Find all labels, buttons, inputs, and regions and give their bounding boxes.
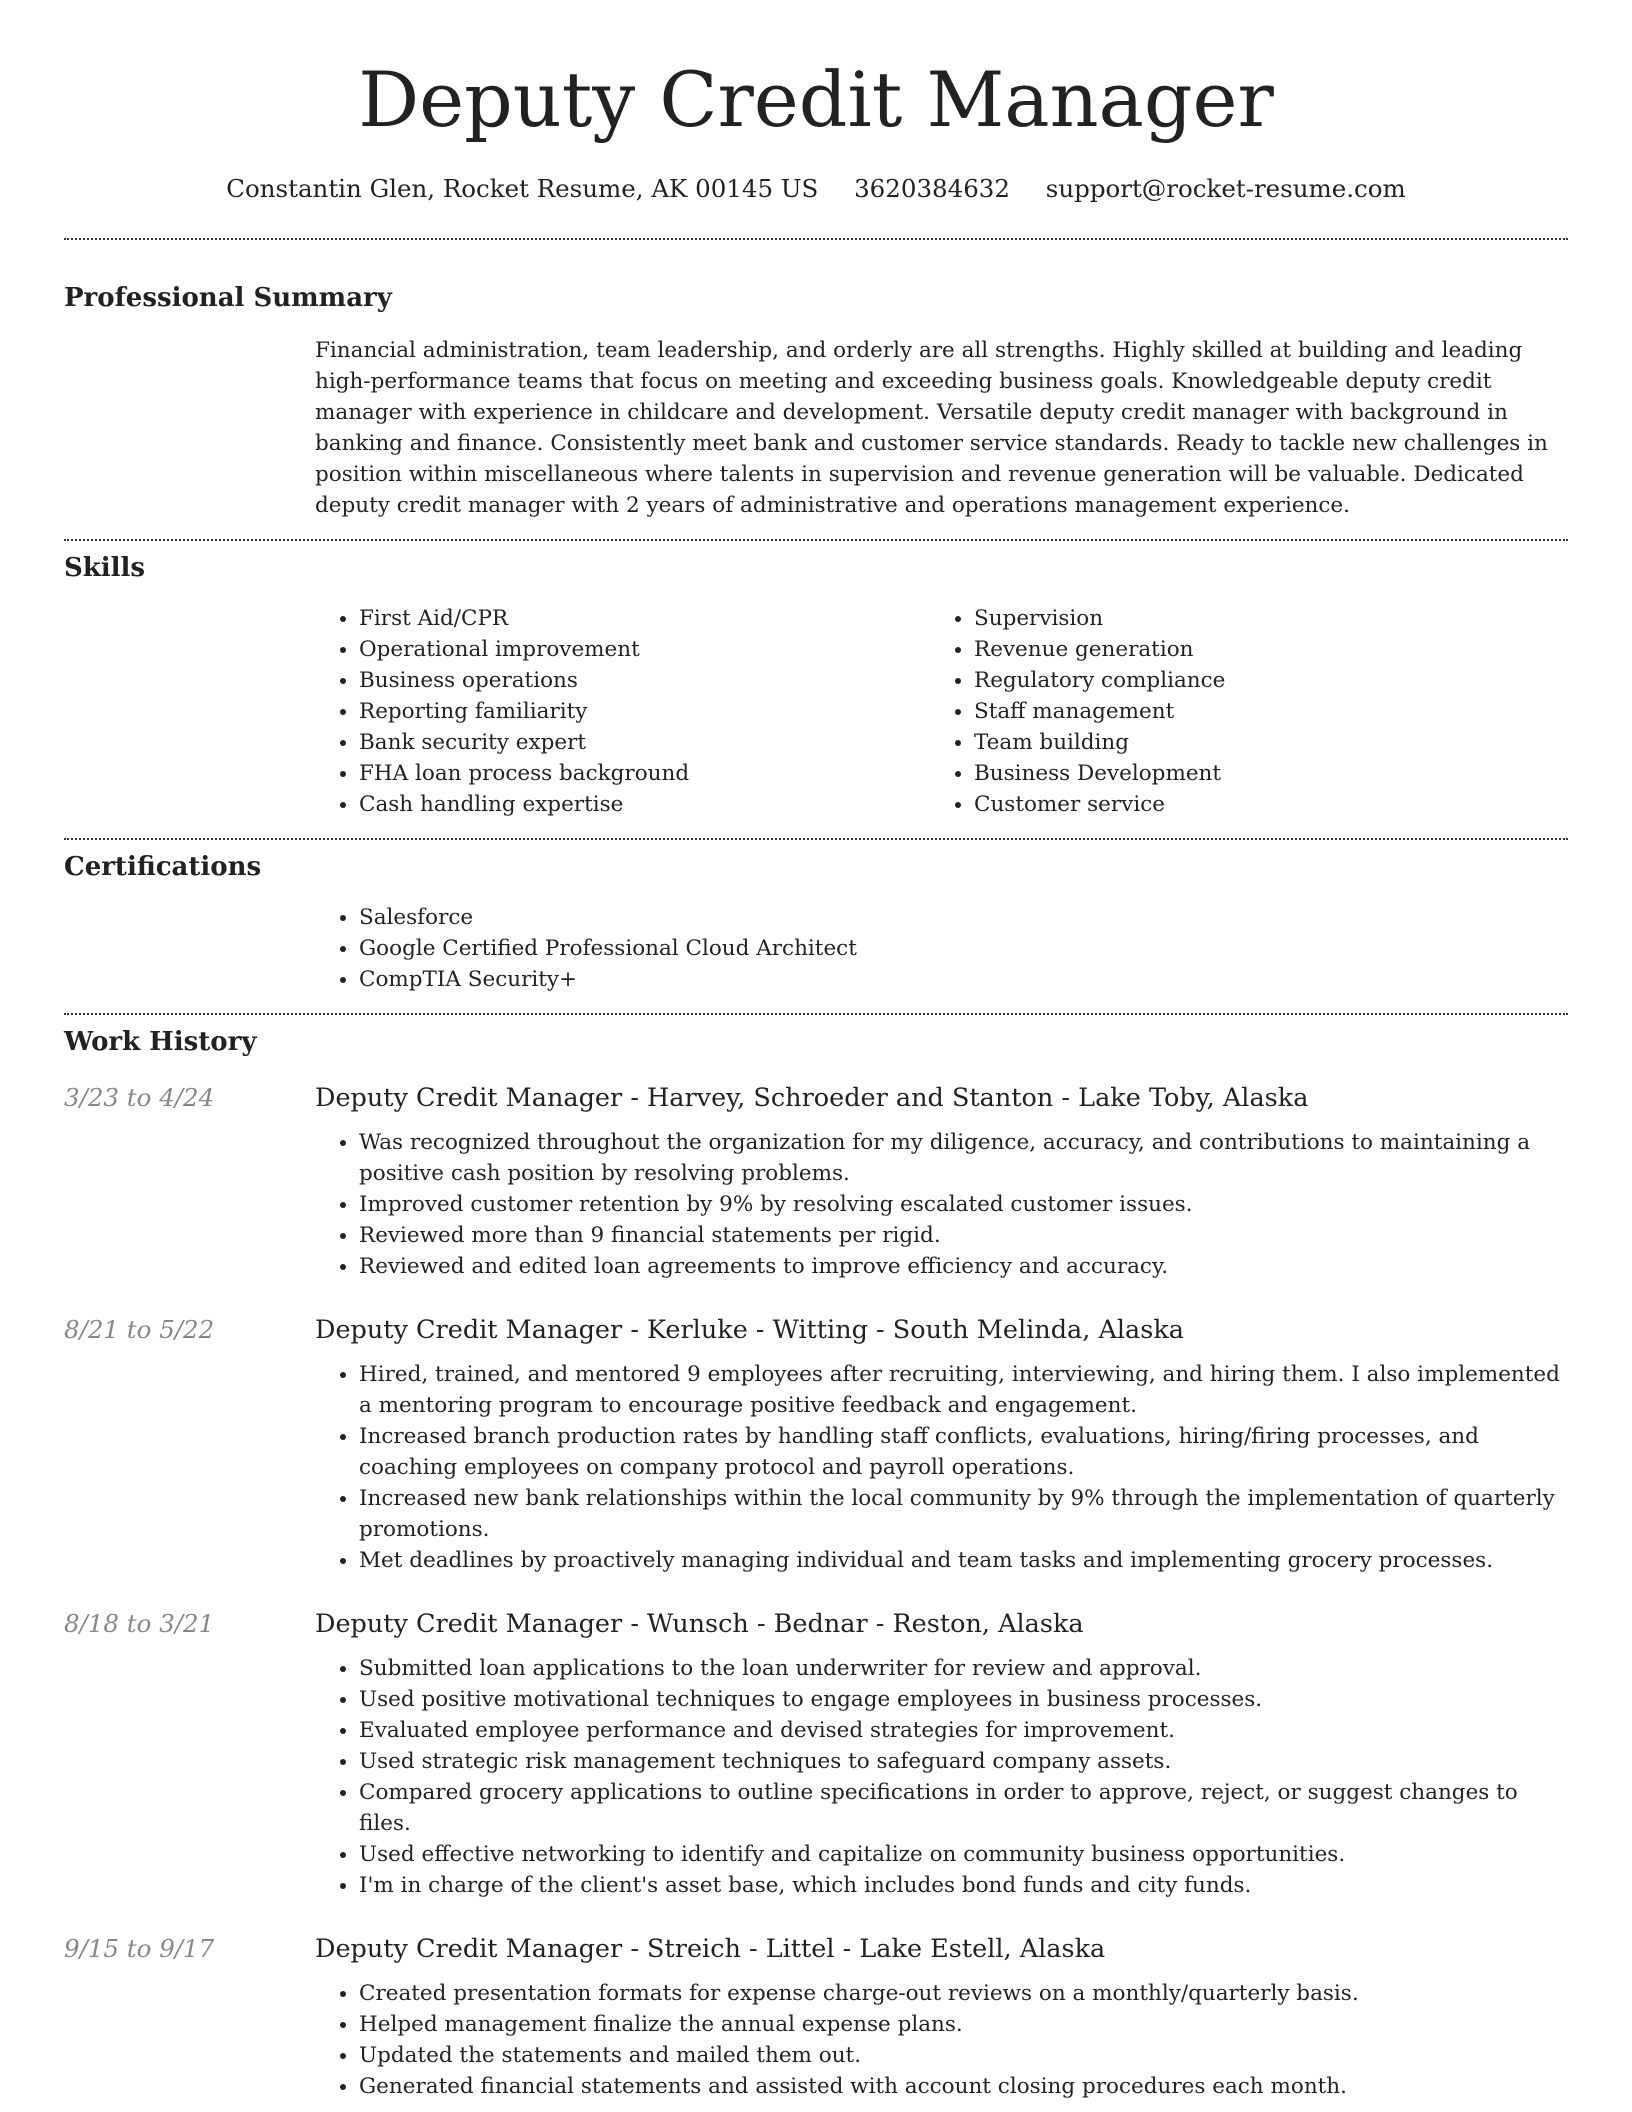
resume-page — [64, 0, 1568, 2102]
job-bullet: • Increased new bank relationships within the local community by 9% through the implementation of quarterly promotions. — [359, 1483, 1568, 1545]
job-bullet: • Compared grocery applications to outline specifications in order to approve, reject, or suggest changes to files. — [359, 1777, 1568, 1839]
skill-item: • Operational improvement — [359, 634, 930, 665]
job-title: Deputy Credit Manager - Harvey, Schroeder and Stanton - Lake Toby, Alaska — [315, 1083, 1309, 1113]
contact-line — [64, 173, 1568, 205]
job-bullet: • Increased branch production rates by handling staff conflicts, evaluations, hiring/firing processes, and coaching employees on company protocol and payroll operations. — [359, 1421, 1568, 1483]
job-title: Deputy Credit Manager - Streich - Littel - Lake Estell, Alaska — [315, 1934, 1106, 1964]
job-bullet: • Was recognized throughout the organization for my diligence, accuracy, and contributions to maintaining a positive cash position by resolving problems. — [359, 1127, 1568, 1189]
skill-item: • Team building — [974, 727, 1545, 758]
certifications-divider — [64, 1013, 1568, 1015]
job-bullet: • Used positive motivational techniques to engage employees in business processes. — [359, 1684, 1568, 1715]
job-title: Deputy Credit Manager - Wunsch - Bednar - Reston, Alaska — [315, 1609, 1084, 1639]
job-date: 3/23 to 4/24 — [64, 1083, 215, 1112]
skill-item: • FHA loan process background — [359, 758, 930, 789]
skill-item: • Customer service — [974, 789, 1545, 820]
certifications-list — [315, 902, 1568, 995]
skill-item: • First Aid/CPR — [359, 603, 930, 634]
job-bullet: • Improved customer retention by 9% by resolving escalated customer issues. — [359, 1189, 1568, 1220]
skill-item: • Supervision — [974, 603, 1545, 634]
job-bullets — [315, 1653, 1568, 1901]
skill-item: • Cash handling expertise — [359, 789, 930, 820]
skill-item: • Staff management — [974, 696, 1545, 727]
job-bullet: • Evaluated employee performance and devised strategies for improvement. — [359, 1715, 1568, 1746]
skill-item: • Bank security expert — [359, 727, 930, 758]
certification-item: • Google Certified Professional Cloud Architect — [359, 933, 1568, 964]
skill-item: • Business Development — [974, 758, 1545, 789]
header-divider — [64, 238, 1568, 240]
skill-item: • Revenue generation — [974, 634, 1545, 665]
job-bullet: • Used strategic risk management techniques to safeguard company assets. — [359, 1746, 1568, 1777]
contact-address: Constantin Glen, Rocket Resume, AK 00145 US — [226, 174, 819, 203]
job-bullet: • Reviewed more than 9 financial statements per rigid. — [359, 1220, 1568, 1251]
contact-email[interactable]: support@rocket-resume.com — [1045, 174, 1406, 203]
skills-heading: Skills — [64, 553, 146, 583]
summary-heading: Professional Summary — [64, 283, 392, 313]
certifications-heading: Certifications — [64, 852, 262, 882]
contact-phone: 3620384632 — [854, 174, 1010, 203]
job-bullets — [315, 1127, 1568, 1282]
job-bullet: • Updated the statements and mailed them out. — [359, 2040, 1568, 2071]
skill-item: • Reporting familiarity — [359, 696, 930, 727]
job-date: 8/21 to 5/22 — [64, 1315, 215, 1344]
job-entry — [64, 1607, 1568, 1901]
job-bullets — [315, 1978, 1568, 2102]
certification-item: • Salesforce — [359, 902, 1568, 933]
work-history-heading: Work History — [64, 1027, 257, 1057]
job-date: 8/18 to 3/21 — [64, 1609, 215, 1638]
skill-item: • Business operations — [359, 665, 930, 696]
certification-item: • CompTIA Security+ — [359, 964, 1568, 995]
job-bullet: • Hired, trained, and mentored 9 employees after recruiting, interviewing, and hiring them. I also implemented a mentoring program to encourage positive feedback and engagement. — [359, 1359, 1568, 1421]
job-bullet: • Reviewed and edited loan agreements to improve efficiency and accuracy. — [359, 1251, 1568, 1282]
job-bullet: • Used effective networking to identify and capitalize on community business opportunities. — [359, 1839, 1568, 1870]
job-bullet: • I'm in charge of the client's asset base, which includes bond funds and city funds. — [359, 1870, 1568, 1901]
summary-text: Financial administration, team leadership, and orderly are all strengths. Highly skilled at building and leading high-performance teams that focus on meeting and exceeding business goals. Knowledgeable deputy credit manager with experience in childcare and development. Versatile deputy credit manager with background in banking and finance. Consistently meet bank and customer service standards. Ready to tackle new challenges in position within miscellaneous where talents in supervision and revenue generation will be valuable. Dedicated deputy credit manager with 2 years of administrative and operations management experience. — [315, 338, 1548, 518]
resume-title: Deputy Credit Manager — [358, 55, 1274, 144]
job-date: 9/15 to 9/17 — [64, 1934, 215, 1963]
job-bullet: • Met deadlines by proactively managing individual and team tasks and implementing grocery processes. — [359, 1545, 1568, 1576]
job-bullet: • Helped management finalize the annual expense plans. — [359, 2009, 1568, 2040]
job-entry — [64, 1932, 1568, 2102]
skills-column-right — [930, 603, 1545, 820]
skills-list — [315, 603, 1568, 820]
job-bullets — [315, 1359, 1568, 1576]
job-bullet: • Created presentation formats for expense charge-out reviews on a monthly/quarterly basis. — [359, 1978, 1568, 2009]
summary-divider — [64, 539, 1568, 541]
job-title: Deputy Credit Manager - Kerluke - Witting - South Melinda, Alaska — [315, 1315, 1184, 1345]
job-bullet: • Generated financial statements and assisted with account closing procedures each month. — [359, 2071, 1568, 2102]
skills-divider — [64, 838, 1568, 840]
job-entry — [64, 1313, 1568, 1576]
skill-item: • Regulatory compliance — [974, 665, 1545, 696]
skills-column-left — [315, 603, 930, 820]
job-bullet: • Submitted loan applications to the loan underwriter for review and approval. — [359, 1653, 1568, 1684]
job-entry — [64, 1081, 1568, 1282]
